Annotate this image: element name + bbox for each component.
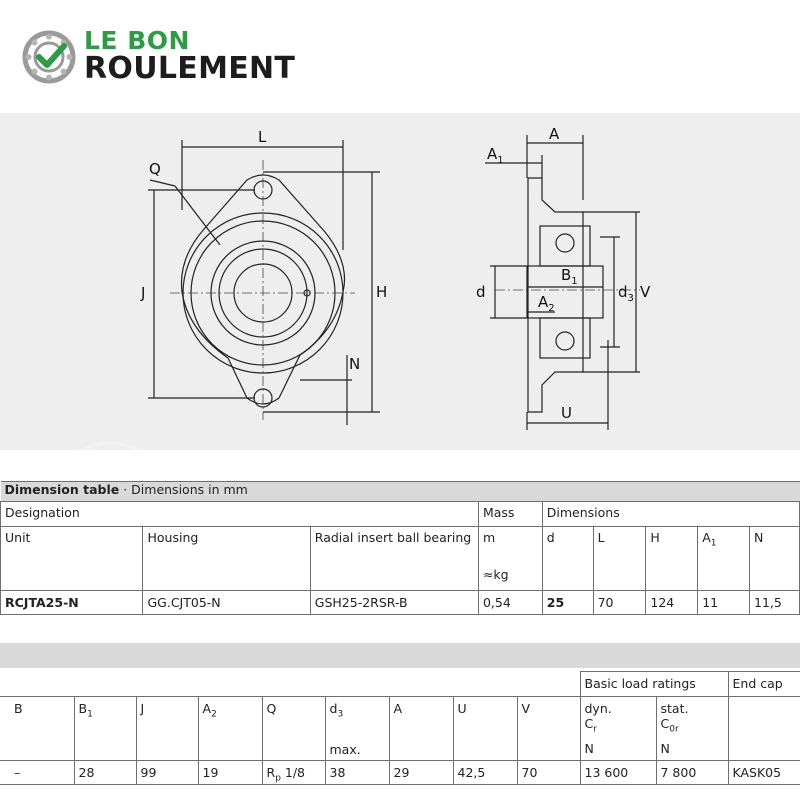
header-m-label: m bbox=[482, 530, 496, 545]
cell-N: 11,5 bbox=[750, 591, 800, 615]
header-d3: $d_3$ max. bbox=[325, 697, 389, 761]
cell-Q: $R_p$ 1/8 bbox=[262, 761, 325, 785]
header-end-cap: End cap bbox=[728, 672, 800, 697]
cell-U: 42,5 bbox=[453, 761, 517, 785]
brand-logo bbox=[22, 26, 322, 88]
label-A: A bbox=[549, 125, 560, 143]
cell-A2: 19 bbox=[198, 761, 262, 785]
dimension-table bbox=[0, 481, 800, 615]
label-d: d bbox=[476, 283, 486, 301]
header-m bbox=[478, 527, 542, 591]
label-B1: $B_1$ bbox=[561, 266, 578, 287]
header-stat: stat. $C_{0r}$ N bbox=[656, 697, 728, 761]
header-housing: Housing bbox=[143, 527, 310, 591]
header-designation: Designation bbox=[1, 502, 479, 527]
label-U: U bbox=[561, 404, 572, 422]
header-N: N bbox=[750, 527, 800, 591]
cell-housing: GG.CJT05-N bbox=[143, 591, 310, 615]
table-row bbox=[0, 761, 800, 785]
header-L: L bbox=[593, 527, 646, 591]
label-d3: $d_3$ bbox=[618, 283, 634, 304]
header-d3-max: max. bbox=[329, 741, 361, 757]
dimension-table-continued bbox=[0, 671, 800, 785]
cell-Cr: 13 600 bbox=[580, 761, 656, 785]
cell-H: 124 bbox=[646, 591, 698, 615]
label-N: N bbox=[349, 355, 361, 373]
cell-unit: RCJTA25-N bbox=[1, 591, 143, 615]
header-dimensions: Dimensions bbox=[542, 502, 799, 527]
header-U: U bbox=[453, 697, 517, 761]
cell-bearing: GSH25-2RSR-B bbox=[310, 591, 478, 615]
label-H: H bbox=[376, 283, 388, 301]
header-basic-load-ratings: Basic load ratings bbox=[580, 672, 728, 697]
header-V: V bbox=[517, 697, 580, 761]
header-mass: Mass bbox=[478, 502, 542, 527]
header-A: A bbox=[389, 697, 453, 761]
cell-J: 99 bbox=[136, 761, 198, 785]
header-d: d bbox=[542, 527, 593, 591]
table-title: Dimension table bbox=[4, 482, 120, 497]
label-A1: $A_1$ bbox=[487, 145, 504, 166]
label-L: L bbox=[258, 128, 267, 146]
cell-d: 25 bbox=[542, 591, 593, 615]
header-B: B bbox=[0, 697, 74, 761]
section-separator bbox=[0, 643, 800, 668]
cell-B1: 28 bbox=[74, 761, 136, 785]
cell-end-cap: KASK05 bbox=[728, 761, 800, 785]
header-radial-insert: Radial insert ball bearing bbox=[310, 527, 478, 591]
logo-text-line2: ROULEMENT bbox=[84, 51, 296, 86]
header-kg: ≈kg bbox=[482, 567, 509, 582]
header-dyn: dyn. $C_r$ N bbox=[580, 697, 656, 761]
header-A2: $A_2$ bbox=[198, 697, 262, 761]
header-Q: Q bbox=[262, 697, 325, 761]
cell-C0r: 7 800 bbox=[656, 761, 728, 785]
label-J: J bbox=[141, 284, 146, 302]
cell-B: – bbox=[0, 761, 74, 785]
header-A1: $A_1$ bbox=[698, 527, 750, 591]
header-J: J bbox=[136, 697, 198, 761]
side-profile bbox=[528, 178, 583, 412]
label-V: V bbox=[640, 283, 651, 301]
header-H: H bbox=[646, 527, 698, 591]
cell-L: 70 bbox=[593, 591, 646, 615]
bearing-check-icon bbox=[22, 30, 76, 84]
cell-mass: 0,54 bbox=[478, 591, 542, 615]
header-B1: $B_1$ bbox=[74, 697, 136, 761]
logo-text-line1: LE BON bbox=[84, 26, 190, 55]
header-unit: Unit bbox=[1, 527, 143, 591]
cell-V: 70 bbox=[517, 761, 580, 785]
label-Q: Q bbox=[149, 160, 161, 178]
cell-A1: 11 bbox=[698, 591, 750, 615]
cell-d3: 38 bbox=[325, 761, 389, 785]
table-subtitle: · Dimensions in mm bbox=[119, 482, 248, 497]
technical-drawing bbox=[0, 113, 800, 450]
table-row bbox=[1, 591, 800, 615]
cell-A: 29 bbox=[389, 761, 453, 785]
label-A2: $A_2$ bbox=[538, 293, 555, 314]
